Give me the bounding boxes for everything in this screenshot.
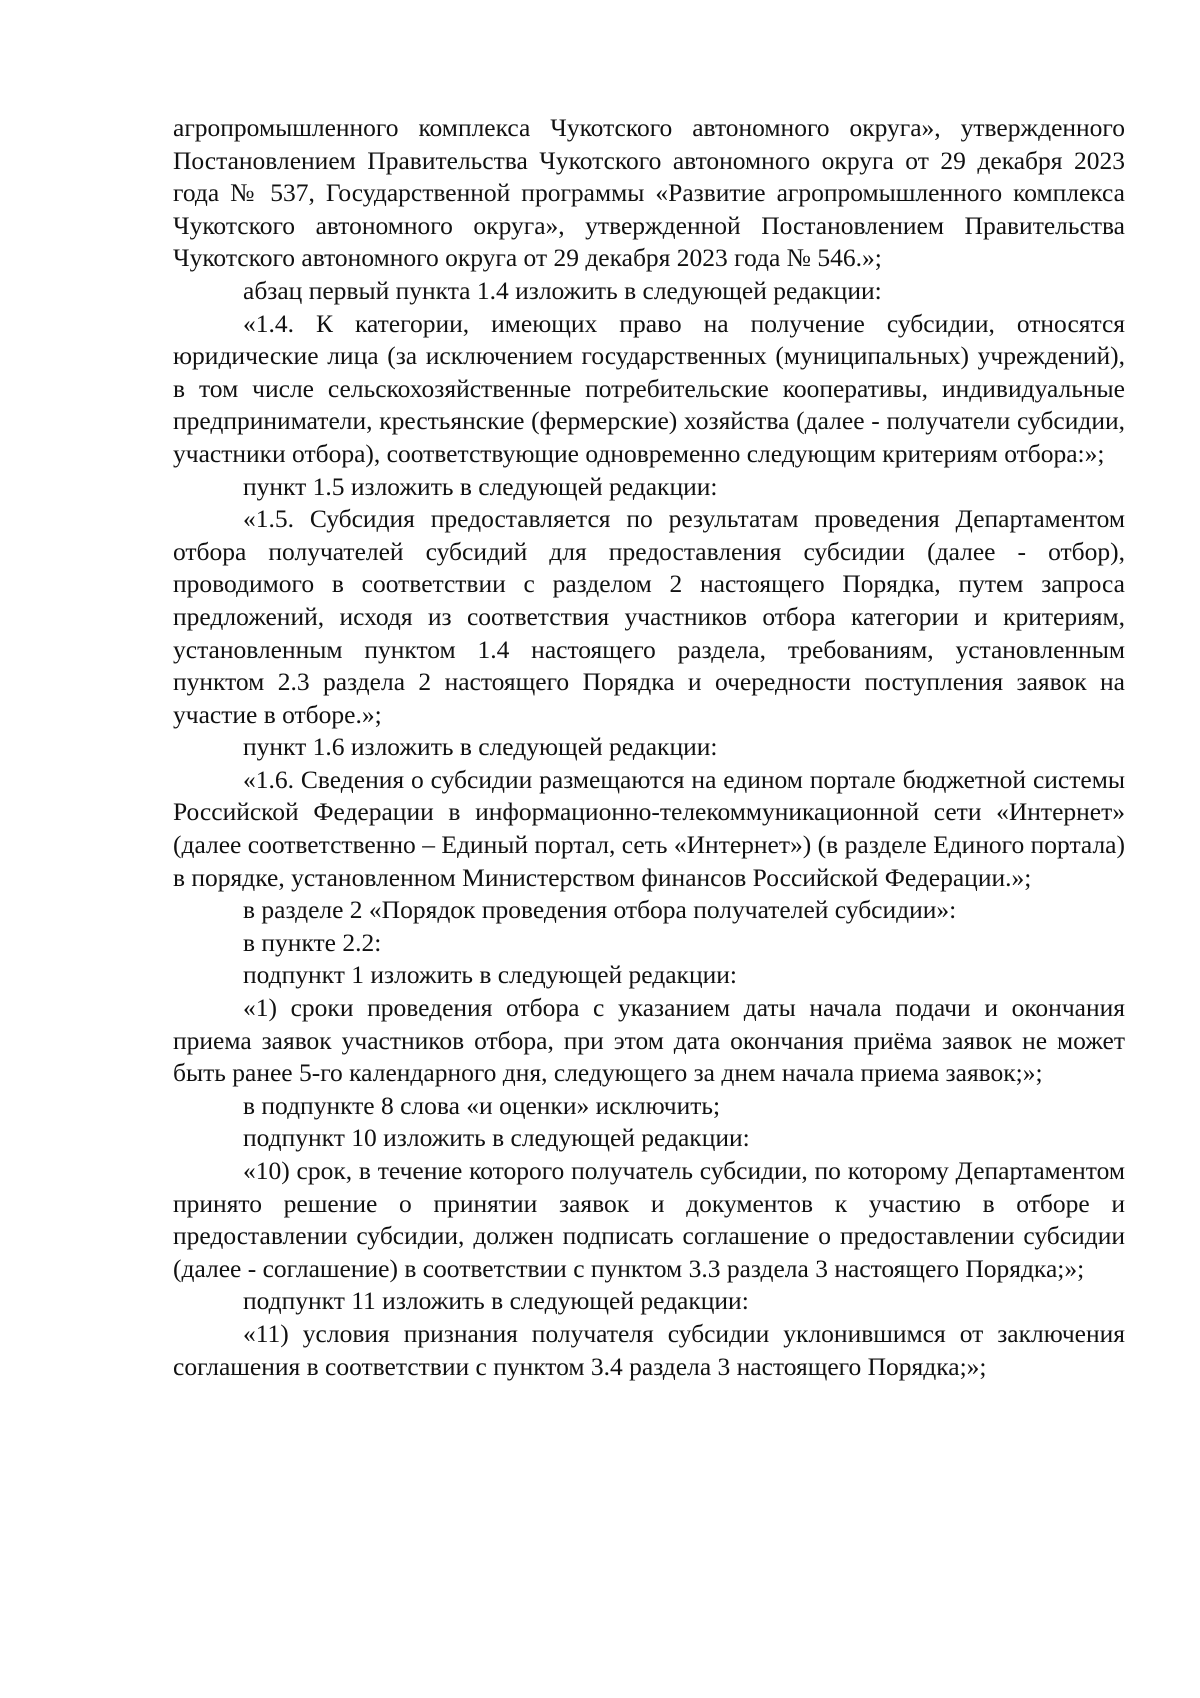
paragraph-subitem-1: «1) сроки проведения отбора с указанием даты начала подачи и окончания приема заявок участников отбора, при этом дата окончания приёма заявок не может быть ранее 5-го календарного дня, следующего за днем начала приема заявок;»;	[173, 993, 1125, 1088]
paragraph-item-1-4: «1.4. К категории, имеющих право на получение субсидии, относятся юридические лица (за исключением государственных (муниципальных) учреждений), в том числе сельскохозяйственные потребительские кооперативы, индивидуальные предприниматели, крестьянские (фермерские) хозяйства (далее - получатели субсидии, участники отбора), соответствующие одновременно следующим критериям отбора:»;	[173, 308, 1125, 468]
paragraph-subitem-8: в подпункте 8 слова «и оценки» исключить;	[243, 1090, 721, 1120]
paragraph-item-1-5: «1.5. Субсидия предоставляется по результатам проведения Департаментом отбора получателей субсидий для предоставления субсидии (далее - отбор), проводимого в соответствии с разделом 2 настоящего Порядка, путем запроса предложений, исходя из соответствия участников отбора категории и критериям, установленным пунктом 1.4 настоящего раздела, требованиям, установленным пунктом 2.3 раздела 2 настоящего Порядка и очередности поступления заявок на участие в отборе.»;	[173, 504, 1125, 729]
document-page	[173, 112, 1125, 1383]
paragraph-continuation: агропромышленного комплекса Чукотского автономного округа», утвержденного Постановлением Правительства Чукотского автономного округа от 29 декабря 2023 года № 537, Государственной программы «Развитие агропромышленного комплекса Чукотского автономного округа», утвержденной Постановлением Правительства Чукотского автономного округа от 29 декабря 2023 года № 546.»;	[173, 113, 1125, 273]
paragraph-item-1-5-intro: пункт 1.5 изложить в следующей редакции:	[243, 471, 718, 501]
paragraph-subitem-10-intro: подпункт 10 изложить в следующей редакции:	[243, 1123, 750, 1153]
paragraph-item-1-6: «1.6. Сведения о субсидии размещаются на едином портале бюджетной системы Российской Федерации в информационно-телекоммуникационной сети «Интернет» (далее соответственно – Единый портал, сеть «Интернет») (в разделе Единого портала) в порядке, установленном Министерством финансов Российской Федерации.»;	[173, 764, 1125, 892]
paragraph-item-1-6-intro: пункт 1.6 изложить в следующей редакции:	[243, 732, 718, 762]
paragraph-item-1-4-intro: абзац первый пункта 1.4 изложить в следующей редакции:	[243, 275, 882, 305]
paragraph-subitem-11: «11) условия признания получателя субсидии уклонившимся от заключения соглашения в соответствии с пунктом 3.4 раздела 3 настоящего Порядка;»;	[173, 1318, 1125, 1381]
paragraph-section-2: в разделе 2 «Порядок проведения отбора получателей субсидии»:	[243, 895, 957, 925]
paragraph-subitem-1-intro: подпункт 1 изложить в следующей редакции:	[243, 960, 737, 990]
paragraph-subitem-10: «10) срок, в течение которого получатель субсидии, по которому Департаментом принято решение о принятии заявок и документов к участию в отборе и предоставлении субсидии, должен подписать соглашение о предоставлении субсидии (далее - соглашение) в соответствии с пунктом 3.3 раздела 3 настоящего Порядка;»;	[173, 1156, 1125, 1283]
paragraph-subitem-11-intro: подпункт 11 изложить в следующей редакции:	[243, 1286, 749, 1316]
paragraph-item-2-2: в пункте 2.2:	[243, 927, 382, 957]
